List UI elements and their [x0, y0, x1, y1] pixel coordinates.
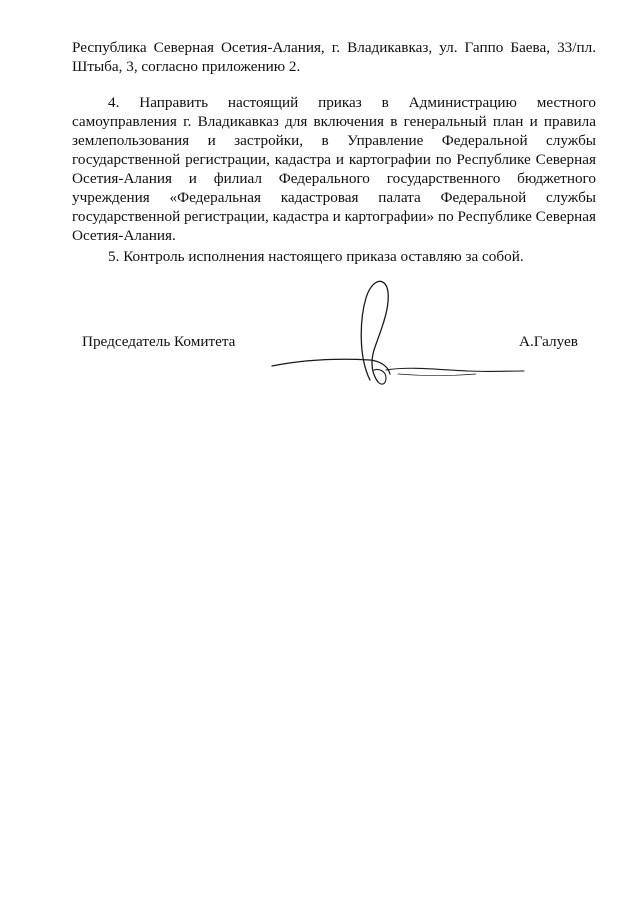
position-title: Председатель Комитета	[82, 333, 236, 350]
item-5-paragraph: 5. Контроль исполнения настоящего приказа оставляю за собой.	[108, 248, 524, 265]
address-continuation-paragraph: Республика Северная Осетия-Алания, г. Владикавказ, ул. Гаппо Баева, 33/пл. Штыба, 3, согласно приложению 2.	[72, 39, 596, 75]
handwritten-signature	[262, 270, 532, 395]
signer-name: А.Галуев	[519, 333, 578, 350]
item-4-paragraph: 4. Направить настоящий приказ в Администрацию местного самоуправления г. Владикавказ для включения в генеральный план и правила землепользования и застройки, в Управление Федеральной службы государственной регистрации, кадастра и картографии по Республике Северная Осетия-Алания и филиал Федерального государственного бюджетного учреждения «Федеральная кадастровая палата Федеральной службы государственной регистрации, кадастра и картографии» по Республике Северная Осетия-Алания.	[72, 94, 597, 244]
signature-block	[0, 270, 636, 400]
